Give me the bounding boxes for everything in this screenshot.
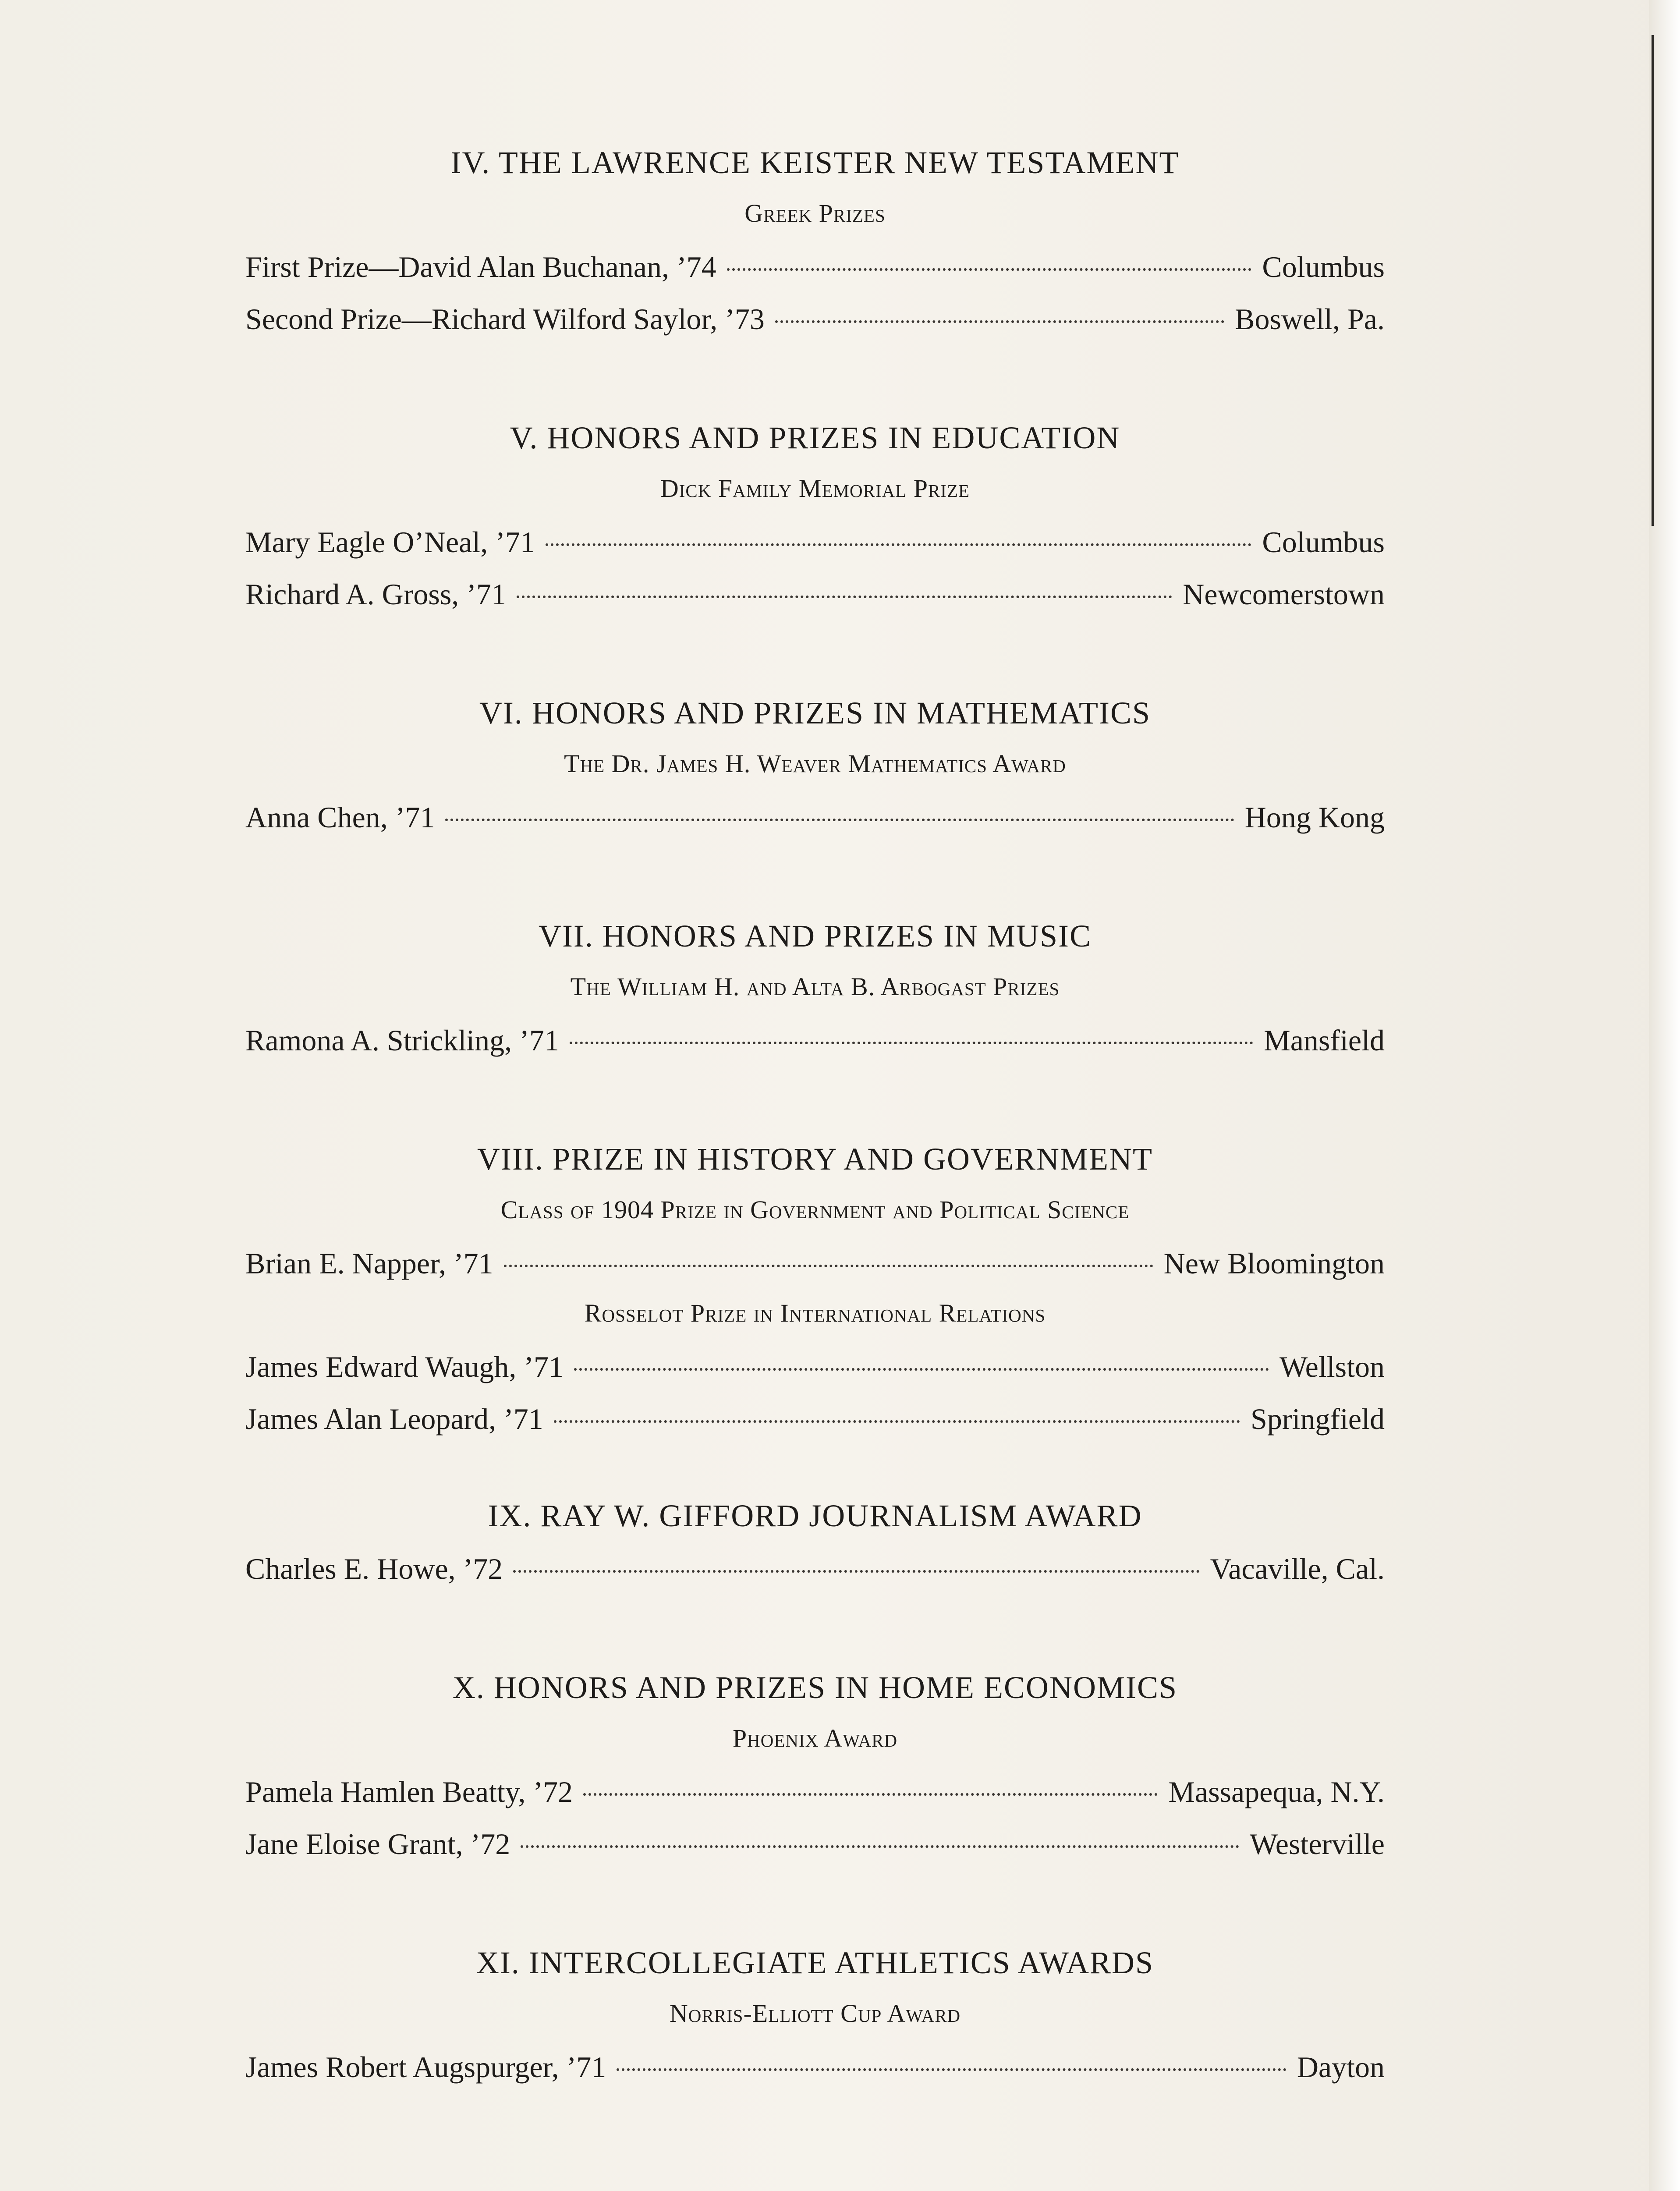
section-journalism [245,1498,1385,1586]
award-entry [245,1023,1385,1058]
binding-edge-line [1652,35,1654,526]
recipient-name: First Prize—David Alan Buchanan, ’74 [245,250,716,284]
award-entry [245,1402,1385,1436]
section-music [245,918,1385,1058]
prize-subheading: Phoenix Award [732,1724,898,1752]
recipient-name: Ramona A. Strickling, ’71 [245,1024,559,1057]
dot-leader [570,1042,1253,1044]
section-heading: IX. RAY W. GIFFORD JOURNALISM AWARD [488,1498,1142,1533]
section-athletics [245,1945,1385,2085]
section-heading: X. HONORS AND PRIZES IN HOME ECONOMICS [452,1670,1178,1705]
hometown: Columbus [1262,250,1385,284]
dot-leader [775,320,1224,323]
award-entry [245,525,1385,560]
recipient-name: James Robert Augspurger, ’71 [245,2050,606,2084]
prize-subheading: Rosselot Prize in International Relations [584,1299,1046,1327]
section-heading: VII. HONORS AND PRIZES IN MUSIC [538,918,1092,954]
dot-leader [574,1368,1269,1371]
award-entry [245,800,1385,835]
dot-leader [445,819,1234,821]
prize-subheading: Greek Prizes [744,199,886,227]
award-entry [245,1775,1385,1809]
hometown: Boswell, Pa. [1235,302,1385,336]
recipient-name: James Edward Waugh, ’71 [245,1350,564,1383]
recipient-name: Mary Eagle O’Neal, ’71 [245,525,535,559]
recipient-name: James Alan Leopard, ’71 [245,1402,543,1436]
section-heading: XI. INTERCOLLEGIATE ATHLETICS AWARDS [476,1945,1154,1980]
hometown: Westerville [1250,1827,1385,1861]
hometown: Springfield [1251,1402,1385,1436]
prize-subheading: The William H. and Alta B. Arbogast Prizes [570,972,1060,1001]
prize-subheading: The Dr. James H. Weaver Mathematics Award [564,749,1066,778]
section-home-economics [245,1670,1385,1861]
recipient-name: Jane Eloise Grant, ’72 [245,1827,510,1861]
recipient-name: Brian E. Napper, ’71 [245,1247,493,1280]
dot-leader [517,596,1172,598]
dot-leader [513,1570,1199,1573]
recipient-name: Anna Chen, ’71 [245,801,435,834]
section-heading: VIII. PRIZE IN HISTORY AND GOVERNMENT [477,1142,1153,1177]
recipient-name: Second Prize—Richard Wilford Saylor, ’73 [245,302,765,336]
hometown: Hong Kong [1244,801,1385,834]
section-mathematics [245,695,1385,835]
page-edge [1649,0,1680,2191]
award-entry [245,250,1385,284]
award-entry [245,1827,1385,1861]
section-heading: V. HONORS AND PRIZES IN EDUCATION [510,420,1120,455]
dot-leader [546,543,1252,546]
award-entry [245,1246,1385,1281]
hometown: New Bloomington [1163,1247,1385,1280]
prize-subheading: Class of 1904 Prize in Government and Political Science [500,1195,1130,1224]
dot-leader [554,1420,1240,1423]
prize-list [245,145,1385,2102]
recipient-name: Richard A. Gross, ’71 [245,578,506,611]
dot-leader [504,1265,1153,1267]
hometown: Massapequa, N.Y. [1168,1775,1385,1808]
dot-leader [727,268,1252,271]
prize-subheading: Norris-Elliott Cup Award [669,1999,961,2028]
section-heading: IV. THE LAWRENCE KEISTER NEW TESTAMENT [450,145,1180,180]
recipient-name: Charles E. Howe, ’72 [245,1552,503,1585]
dot-leader [521,1845,1239,1848]
hometown: Mansfield [1264,1024,1385,1057]
award-entry [245,577,1385,612]
section-new-testament [245,145,1385,337]
section-heading: VI. HONORS AND PRIZES IN MATHEMATICS [479,695,1151,730]
dot-leader [583,1793,1158,1796]
hometown: Dayton [1297,2050,1385,2084]
hometown: Vacaville, Cal. [1210,1552,1385,1585]
section-education [245,420,1385,612]
section-history-government [245,1141,1385,1436]
dot-leader [617,2068,1287,2071]
award-entry [245,1350,1385,1384]
award-entry [245,2050,1385,2085]
prize-subheading: Dick Family Memorial Prize [660,474,970,503]
recipient-name: Pamela Hamlen Beatty, ’72 [245,1775,573,1808]
award-entry [245,302,1385,337]
award-entry [245,1552,1385,1586]
hometown: Wellston [1279,1350,1385,1383]
hometown: Columbus [1262,525,1385,559]
hometown: Newcomerstown [1183,578,1385,611]
